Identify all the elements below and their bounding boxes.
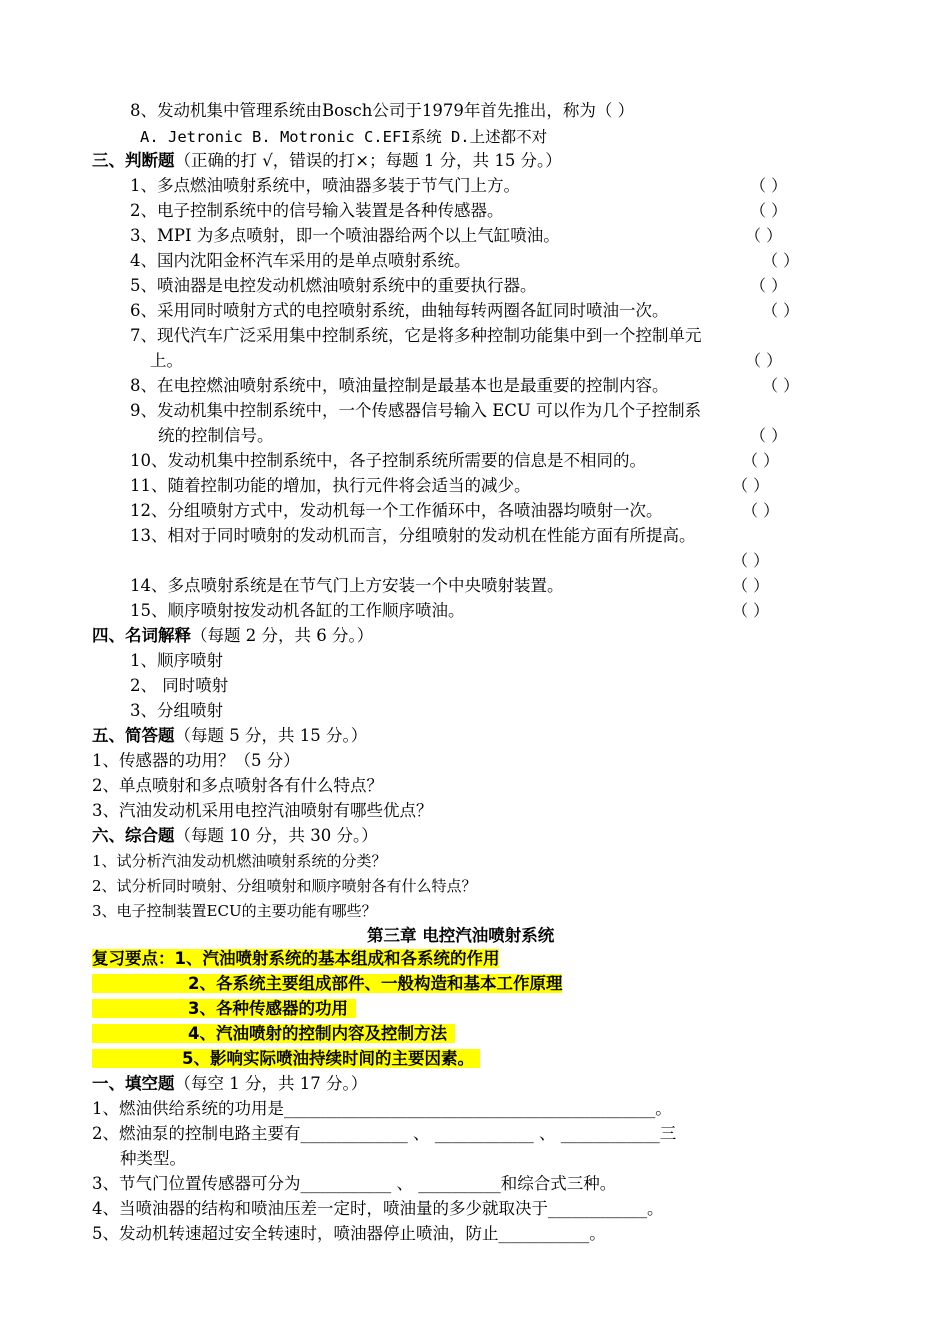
section-4-title: 四、名词解释 [92, 626, 191, 645]
section-6-heading [92, 825, 378, 847]
judge-item-paren: （ ） [762, 301, 800, 320]
fill-blank-item: 4、当喷油器的结构和喷油压差一定时，喷油量的多少就取决于____________。 [92, 1199, 664, 1218]
judge-item-text: 1、多点燃油喷射系统中，喷油器多装于节气门上方。 [130, 176, 520, 195]
section-5-heading [92, 725, 367, 747]
judge-item-text: 3、MPI 为多点喷射，即一个喷油器给两个以上气缸喷油。 [130, 226, 560, 245]
fill-blank-continuation: 种类型。 [120, 1149, 186, 1168]
section-5-note: （每题 5 分，共 15 分。） [174, 726, 368, 745]
judge-item-paren: （ ） [732, 551, 770, 570]
review-points-line [92, 1048, 480, 1070]
judge-item-text: 11、随着控制功能的增加，执行元件将会适当的减少。 [130, 476, 531, 495]
judge-item-text: 4、国内沈阳金杯汽车采用的是单点喷射系统。 [130, 251, 471, 270]
section-4-note: （每题 2 分，共 6 分。） [191, 626, 374, 645]
term-item: 1、顺序喷射 [130, 651, 223, 670]
fill-blank-item: 5、发动机转速超过安全转速时，喷油器停止喷油，防止___________。 [92, 1224, 606, 1243]
judge-item-text: 8、在电控燃油喷射系统中，喷油量控制是最基本也是最重要的控制内容。 [130, 376, 669, 395]
review-point: 4、汽油喷射的控制内容及控制方法 [92, 1024, 455, 1043]
fill-blank-item: 2、燃油泵的控制电路主要有_____________ 、 ____________ 、 ____________三 [92, 1124, 677, 1143]
review-point: 1、汽油喷射系统的基本组成和各系统的作用 [174, 949, 500, 968]
judge-item-paren: （ ） [732, 476, 770, 495]
question-8-options: A. Jetronic B. Motronic C.EFI系统 D.上述都不对 [140, 128, 548, 146]
judge-item-continuation: 上。 [150, 351, 183, 370]
review-points-line [92, 1023, 455, 1045]
fill-section-title: 一、填空题 [92, 1074, 175, 1093]
judge-item-paren: （ ） [750, 176, 788, 195]
judge-item-paren: （ ） [745, 226, 783, 245]
judge-item-text: 13、相对于同时喷射的发动机而言，分组喷射的发动机在性能方面有所提高。 [130, 526, 696, 545]
judge-item-text: 9、发动机集中控制系统中，一个传感器信号输入 ECU 可以作为几个子控制系 [130, 401, 702, 420]
fill-blank-item: 3、节气门位置传感器可分为___________ 、 __________和综合式三种。 [92, 1174, 617, 1193]
section-6-title: 六、综合题 [92, 826, 175, 845]
short-answer-item: 1、传感器的功用？（5 分） [92, 751, 300, 770]
judge-item-text: 12、分组喷射方式中，发动机每一个工作循环中，各喷油器均喷射一次。 [130, 501, 663, 520]
review-point: 5、影响实际喷油持续时间的主要因素。 [92, 1049, 480, 1068]
comprehensive-item: 1、试分析汽油发动机燃油喷射系统的分类？ [92, 852, 387, 870]
review-points-line [92, 998, 356, 1020]
review-points-line [92, 948, 499, 970]
section-4-heading [92, 625, 373, 647]
section-3-note: （正确的打 √，错误的打×；每题 1 分，共 15 分。） [174, 151, 562, 170]
section-6-note: （每题 10 分，共 30 分。） [174, 826, 378, 845]
question-8-stem: 8、发动机集中管理系统由Bosch公司于1979年首先推出，称为（ ） [130, 101, 635, 120]
judge-item-paren: （ ） [750, 276, 788, 295]
short-answer-item: 2、单点喷射和多点喷射各有什么特点？ [92, 776, 383, 795]
judge-item-continuation: 统的控制信号。 [158, 426, 274, 445]
judge-item-paren: （ ） [742, 451, 780, 470]
comprehensive-item: 2、试分析同时喷射、分组喷射和顺序喷射各有什么特点？ [92, 877, 477, 895]
review-points-line [92, 973, 562, 995]
judge-item-paren: （ ） [762, 376, 800, 395]
review-point: 2、各系统主要组成部件、一般构造和基本工作原理 [92, 974, 562, 993]
review-point: 3、各种传感器的功用 [92, 999, 356, 1018]
fill-section-note: （每空 1 分，共 17 分。） [174, 1074, 368, 1093]
section-5-title: 五、简答题 [92, 726, 175, 745]
judge-item-text: 2、电子控制系统中的信号输入装置是各种传感器。 [130, 201, 504, 220]
judge-item-paren: （ ） [745, 351, 783, 370]
judge-item-text: 10、发动机集中控制系统中，各子控制系统所需要的信息是不相同的。 [130, 451, 646, 470]
chapter-title: 第三章 电控汽油喷射系统 [367, 926, 555, 945]
judge-item-paren: （ ） [762, 251, 800, 270]
fill-blank-item: 1、燃油供给系统的功用是_____________________________________________。 [92, 1099, 672, 1118]
term-item: 3、分组喷射 [130, 701, 223, 720]
judge-item-paren: （ ） [750, 426, 788, 445]
judge-item-text: 7、现代汽车广泛采用集中控制系统，它是将多种控制功能集中到一个控制单元 [130, 326, 702, 345]
section-3-heading [92, 150, 562, 172]
comprehensive-item: 3、电子控制装置ECU的主要功能有哪些？ [92, 902, 377, 920]
judge-item-paren: （ ） [750, 201, 788, 220]
judge-item-paren: （ ） [732, 576, 770, 595]
short-answer-item: 3、汽油发动机采用电控汽油喷射有哪些优点？ [92, 801, 433, 820]
judge-item-paren: （ ） [742, 501, 780, 520]
fill-section-heading [92, 1073, 367, 1095]
section-3-title: 三、判断题 [92, 151, 175, 170]
review-label: 复习要点： [92, 949, 175, 968]
judge-item-text: 5、喷油器是电控发动机燃油喷射系统中的重要执行器。 [130, 276, 537, 295]
judge-item-text: 15、顺序喷射按发动机各缸的工作顺序喷油。 [130, 601, 465, 620]
term-item: 2、 同时喷射 [130, 676, 229, 695]
judge-item-text: 14、多点喷射系统是在节气门上方安装一个中央喷射装置。 [130, 576, 564, 595]
judge-item-text: 6、采用同时喷射方式的电控喷射系统，曲轴每转两圈各缸同时喷油一次。 [130, 301, 669, 320]
judge-item-paren: （ ） [732, 601, 770, 620]
